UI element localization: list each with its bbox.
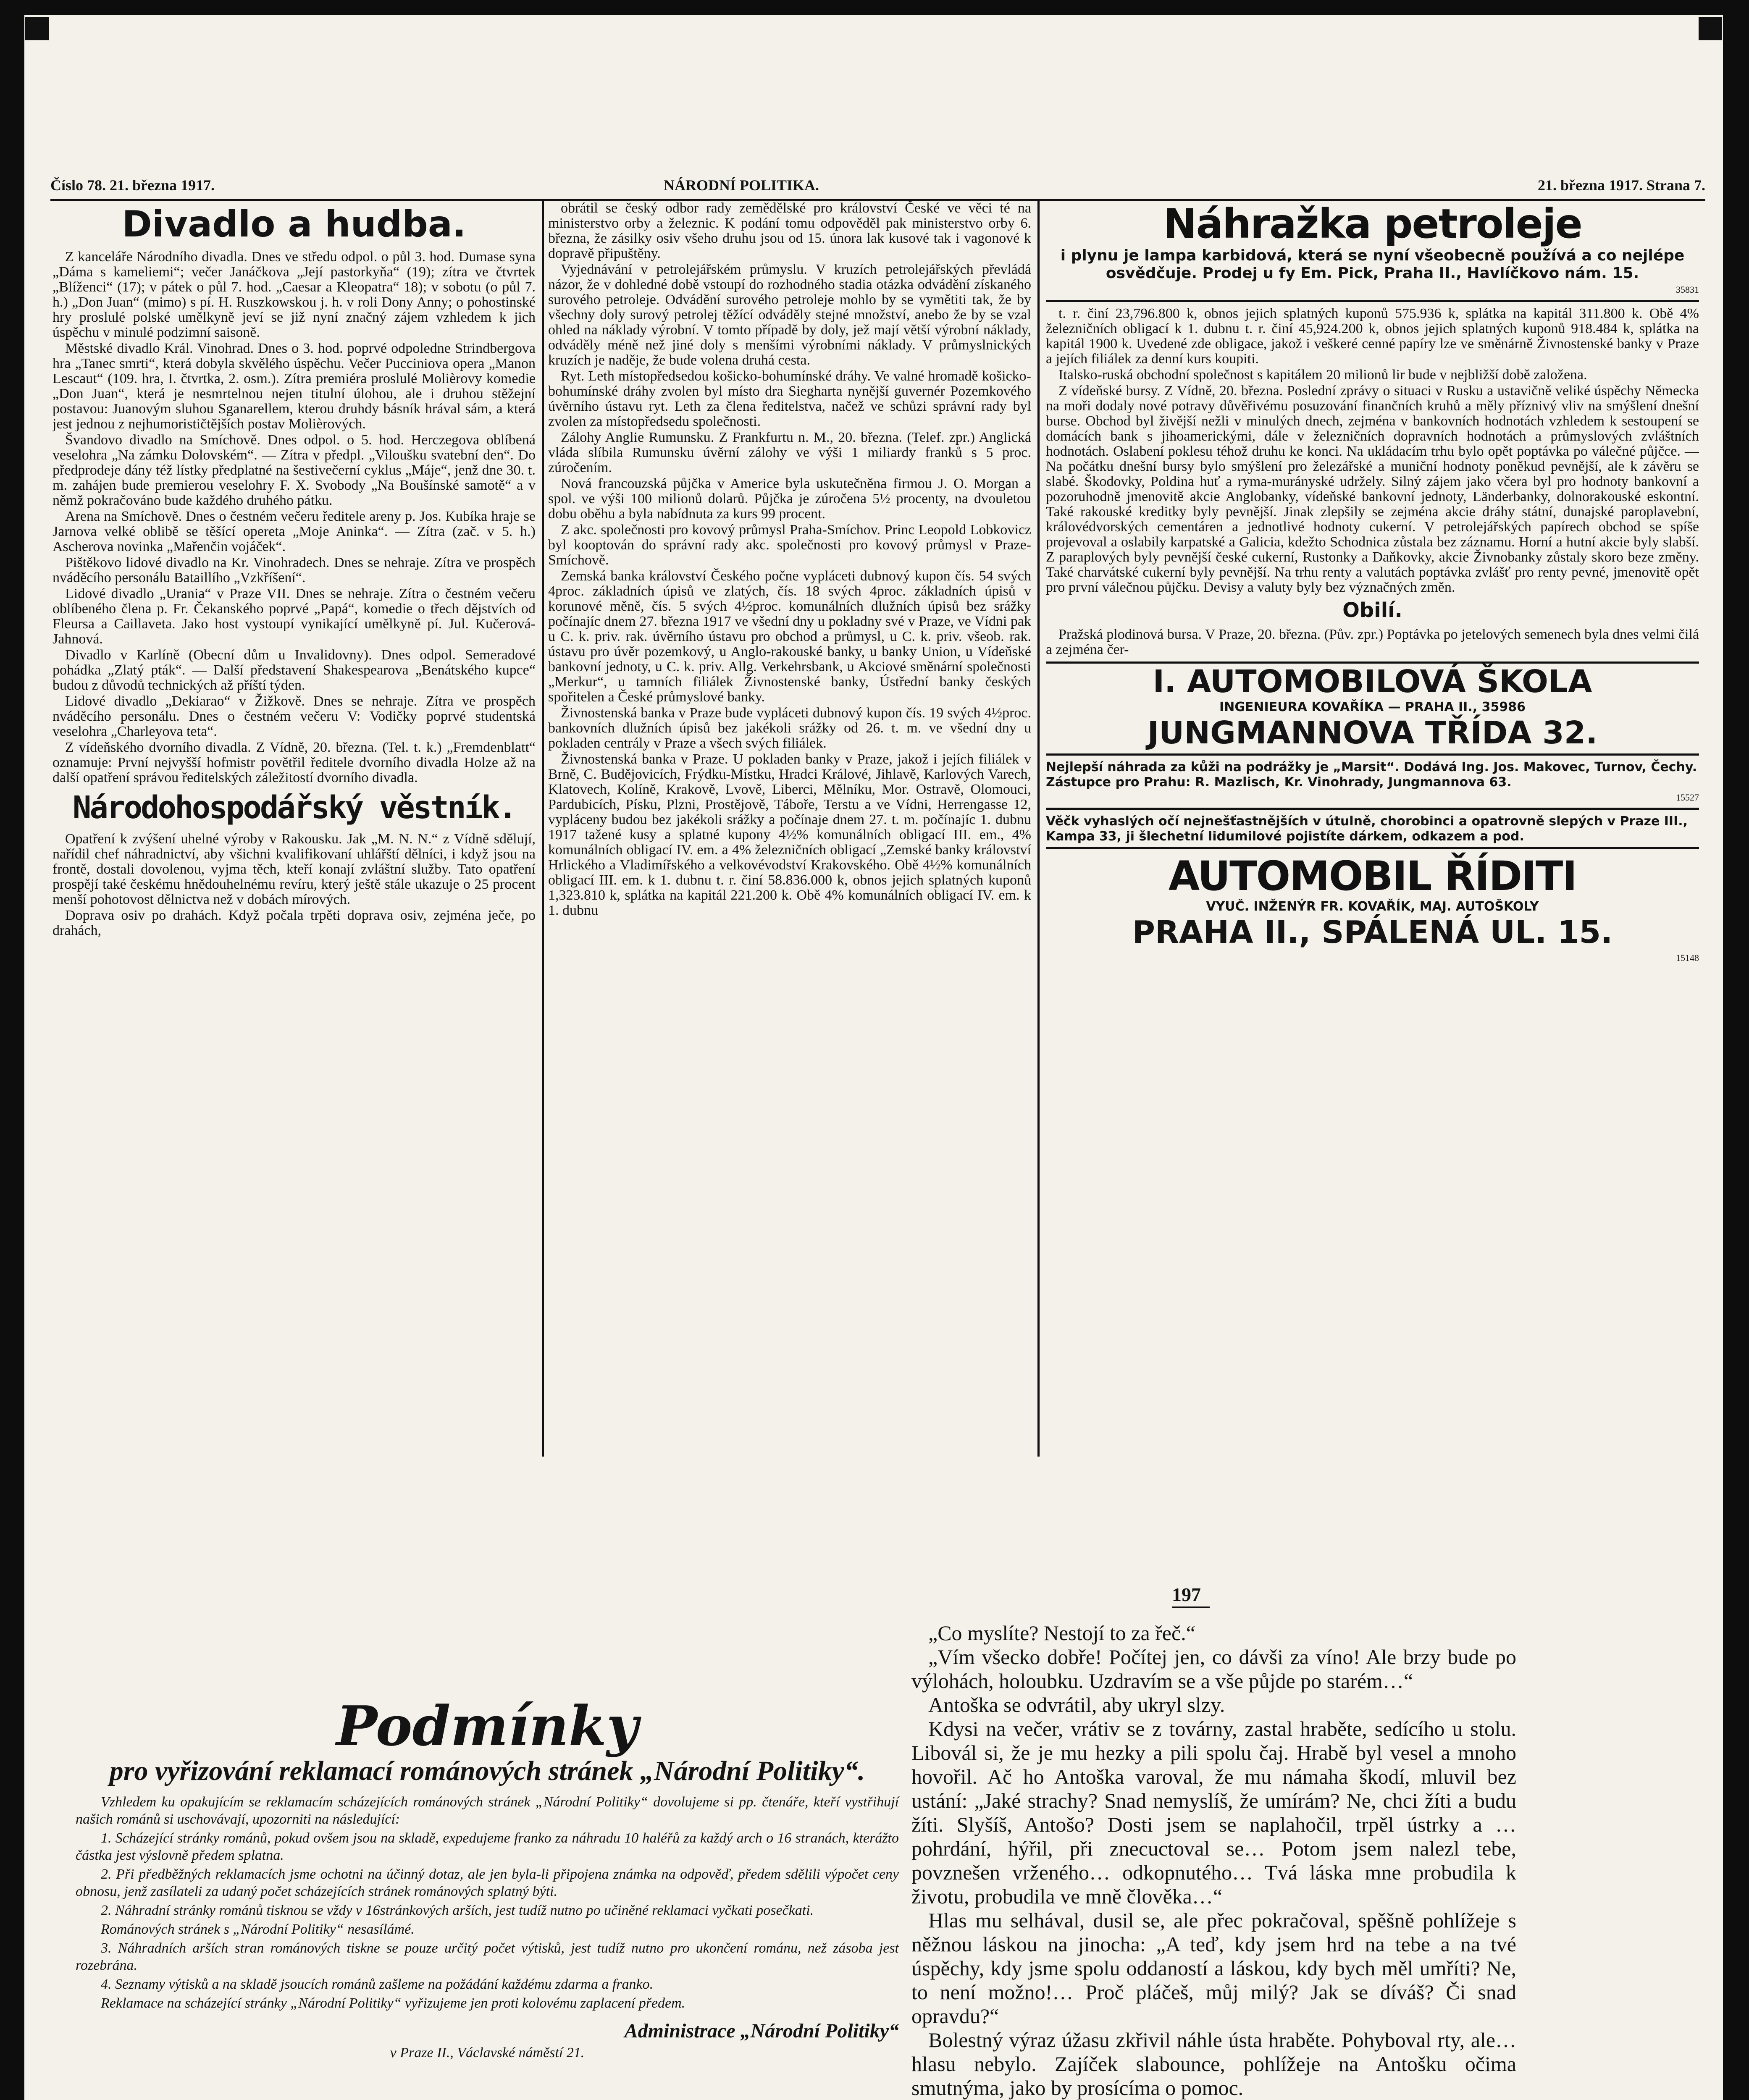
ad-marsit bbox=[1046, 760, 1699, 810]
article-paragraph: Nová francouzská půjčka v Americe byla uskutečněna firmou J. O. Morgan a spol. ve výši 100 milionů dolarů. Půjčka je zúročena 5½ procenty, na dvouletou dobu oběhu a byla nabídnuta za kurs 99 procent. bbox=[548, 476, 1031, 522]
article-paragraph: Živnostenská banka v Praze bude vypláceti dubnový kupon čís. 19 svých 4½proc. bankovních dlužních úpisů bez jakékoli srážky od 26. t. m. ve všední dny u pokladen centrály v Praze a všech svých filiálek. bbox=[548, 705, 1031, 751]
notice-address: v Praze II., Václavské náměstí 21. bbox=[390, 2045, 585, 2061]
article-paragraph: Italsko-ruská obchodní společnost s kapitálem 20 milionů lir bude v nejbližší době založena. bbox=[1058, 367, 1587, 383]
novel-paragraph: Bolestný výraz úžasu zkřivil náhle ústa hraběte. Pohyboval rty, ale… hlasu nebylo. Zajíček slabounce, pohlížeje na Antošku očima smutnýma, jako by prosícíma o pomoc. bbox=[911, 2028, 1516, 2100]
ad-automobile bbox=[1046, 853, 1699, 968]
article-paragraph: Městské divadlo Král. Vinohrad. Dnes o 3. hod. poprvé odpoledne Strindbergova hra „Tanec smrti“, která dobyla skvělého úspěchu. Večer Pucciniova opera „Manon Lescaut“ (109. hra, I. čtvrtka, 2. osm.). Zítra premiéra proslulé Molièrovy komedie „Don Juan“, která je nesmrtelnou nejen titulní úlohou, ale i druhou stěžejní postavou: Juanovým sluhou Sganarellem, kterou druhdy básník hrával sám, a která jest jednou z nejhumorističtějších postav Molièrových. bbox=[53, 341, 536, 432]
column-3 bbox=[1046, 201, 1699, 1457]
ad-blind-home bbox=[1046, 814, 1699, 849]
column-1 bbox=[53, 201, 536, 1457]
notice-paragraph: Reklamace na scházející stránky „Národní Politiky“ vyřizujeme jen proti kolovému zaplacení předem. bbox=[101, 1995, 685, 2011]
notice-paragraph: 2. Při předběžných reklamacích jsme ochotni na účinný dotaz, ale jen byla-li připojena známka na odpověď, předem sdělili výpočet ceny obnosu, jenž zasílateli za udaný počet scházejících stránek románových splatný býti. bbox=[76, 1866, 899, 1899]
notice-paragraph: 3. Náhradních arších stran románových tiskne se pouze určitý počet výtisků, jest tudíž nutno pro ukončení románu, než zásoba jest rozebrána. bbox=[76, 1940, 899, 1973]
ad-address: JUNGMANNOVA TŘÍDA 32. bbox=[1147, 715, 1598, 751]
article-paragraph: Arena na Smíchově. Dnes o čestném večeru ředitele areny p. Jos. Kubíka hraje se Jarnova velké oblibě se těšící opereta „Moje Aninka“. — Zítra (zač. v 5. h.) Ascherova novinka „Mařenčin vojáček“. bbox=[53, 509, 536, 554]
column-2 bbox=[548, 201, 1031, 1457]
notice-signature: Administrace „Národní Politiky“ bbox=[624, 2020, 899, 2042]
scan-edge-top bbox=[0, 0, 1749, 15]
notice-paragraph: 1. Scházející stránky románů, pokud ovšem jsou na skladě, expedujeme franko za náhradu 10 haléřů za každý arch o 16 stranách, kterážto částka jest výslovně předem splatna. bbox=[76, 1830, 899, 1863]
notice-paragraph: 4. Seznamy výtisků a na skladě jsoucích románů zašleme na požádání každému zdarma a franko. bbox=[101, 1977, 654, 1992]
novel-paragraph: „Co myslíte? Nestojí to za řeč.“ bbox=[928, 1621, 1195, 1645]
novel-paragraph: Hlas mu selhával, dusil se, ale přec pokračoval, spěšně pohlížeje s něžnou láskou na jinocha: „A teď, kdy jsem hrd na tebe a na tvé úspěchy, kdy jsme spolu oddaností a láskou, kdy bych měl umříti? Ne, to není možno!… Proč pláčeš, můj milý? Jak se díváš? Či snad opravdu?“ bbox=[911, 1908, 1516, 2028]
notice-subtitle: pro vyřizování reklamací románových stránek „Národní Politiky“. bbox=[109, 1756, 865, 1786]
conditions-notice bbox=[76, 1694, 899, 2061]
page-number-underline bbox=[1172, 1606, 1210, 1608]
ad-text: Věčk vyhaslých očí nejnešťastnějších v útulně, chorobinci a opatrovně slepých v Praze III., Kampa 33, ji šlechetní lidumilové pojistíte dárkem, odkazem a pod. bbox=[1046, 814, 1688, 844]
ad-code: 15527 bbox=[1676, 792, 1699, 803]
article-paragraph: Lidové divadlo „Dekiarao“ v Žižkově. Dnes se nehraje. Zítra ve prospěch nváděcího personálu. Dnes o čestném večeru V: Vodičky poprvé studentská veselohra „Charleyova teta“. bbox=[53, 693, 536, 739]
article-paragraph: Zálohy Anglie Rumunsku. Z Frankfurtu n. M., 20. března. (Telef. zpr.) Anglická vláda slíbila Rumunsku úvěrní zálohy ve výši 1 miliardy franků s 5 proc. zúročením. bbox=[548, 430, 1031, 475]
ad-code: 15148 bbox=[1676, 953, 1699, 963]
novel-paragraph: „Vím všecko dobře! Počítej jen, co dávši za víno! Ale brzy bude po výlohách, holoubku. Uzdravím se a vše půjde po starém…“ bbox=[911, 1645, 1516, 1693]
section-title-theatre: Divadlo a hudba. bbox=[122, 203, 466, 245]
header-date-page: 21. března 1917. Strana 7. bbox=[1538, 177, 1705, 194]
ad-text: i plynu je lampa karbidová, která se nyní všeobecně používá a co nejlépe osvědčuje. Prodej u fy Em. Pick, Praha II., Havlíčkovo nám. 15. bbox=[1060, 247, 1685, 282]
ad-headline: Náhražka petroleje bbox=[1163, 201, 1582, 247]
article-paragraph: t. r. činí 23,796.800 k, obnos jejich splatných kuponů 575.936 k, splátka na kapitál 311.800 k. Obě 4% železničních obligací k 1. dubnu t. r. činí 45,924.200 k, obnos jejich splatných kuponů 918.484 k, splátka na kapitál 1900 k. Uvedené zde obligace, jakož i veškeré cenné papíry lze ve směnárně Živnostenské banky v Praze a jejích filiálek za denní kurs koupiti. bbox=[1046, 306, 1699, 367]
corner-mark-tl bbox=[25, 17, 49, 40]
article-paragraph: Živnostenská banka v Praze. U pokladen banky v Praze, jakož i jejích filiálek v Brně, C. Budějovicích, Frýdku-Místku, Hradci Králové, Jihlavě, Karlových Varech, Klatovech, Kolíně, Krakově, Lvově, Liberci, Mělníku, Mor. Ostravě, Olomouci, Pardubicích, Písku, Plzni, Prostějově, Táboře, Terstu a ve Vídni, Herrengasse 12, vypláceny budou bez jakékoli srážky a počínaje dnem 27. t. m. počínajíc 1. dubnu 1917 tažené kusy a splatné kupony 4½% komunálních obligací III. em., 4% komunálních obligací IV. em. a 4% železničních obligací „Zemské banky království Hrlického a Vladimířského a velkovévodství Krakovského. Obě 4½% komunálních obligací III. em. k 1. dubnu t. r. činí 58.836.000 k, obnos jejich splatných kuponů 1,323.810 k, splátka na kapitál 221.200 k. Obě 4% komunálních obligací IV. em. k 1. dubnu bbox=[548, 751, 1031, 918]
ad-headline: I. AUTOMOBILOVÁ ŠKOLA bbox=[1153, 664, 1592, 700]
article-paragraph: Z kanceláře Národního divadla. Dnes ve středu odpol. o půl 3. hod. Dumase syna „Dáma s kameliemi“; večer Janáčkova „Její pastorkyňa“ (19); zítra ve čtvrtek „Blíženci“ (17); v pátek o půl 7. hod. „Caesar a Kleopatra“ 18); v sobotu (o půl 7. h.) „Don Juan“ (mimo) s pí. H. Ruszkowskou j. h. v roli Dony Anny; o pohostinské hry proslulé polské umělkyně jeví se již nyní značný zájem vzhledem k jich úspěchu v minulé podzimní saisoně. bbox=[53, 249, 536, 340]
article-paragraph: Švandovo divadlo na Smíchově. Dnes odpol. o 5. hod. Herczegova oblíbená veselohra „Na zámku Dolovském“. — Zítra v předpl. „Viloušku svatební den“. Do předprodeje dány též lístky předplatné na šestivečerní cyklus „Máje“, jenž dne 30. t. m. zahájen bude premierou veselohry F. X. Svobody „Na Boušínské samotě“ a v němž pokračováno bude každého druhého pátku. bbox=[53, 432, 536, 508]
ad-code: 35831 bbox=[1676, 284, 1699, 295]
ad-owner: INGENIEURA KOVAŘÍKA — PRAHA II., bbox=[1219, 700, 1478, 714]
ad-text: VYUČ. INŽENÝR FR. KOVAŘÍK, MAJ. AUTOŠKOLY bbox=[1206, 899, 1539, 914]
column-rule bbox=[542, 201, 544, 1457]
article-paragraph: Lidové divadlo „Urania“ v Praze VII. Dnes se nehraje. Zítra o čestném večeru oblíbeného člena p. Fr. Čekanského poprvé „Papá“, komedie o třech dějstvích od Fleursa a Caillaveta. Jako host vystoupí vynikající umělkyně pí. Jul. Kučerová-Jahnová. bbox=[53, 586, 536, 647]
page-number: 197 bbox=[1172, 1584, 1201, 1605]
novel-paragraph: Kdysi na večer, vrátiv se z továrny, zastal hraběte, sedícího u stolu. Libovál si, že je mu hezky a pili spolu čaj. Hrabě byl vesel a mnoho hovořil. Ač ho Antoška varoval, že mu námaha škodí, mluvil bez ustání: „Jaké strachy? Snad nemyslíš, že umírám? Ne, chci žíti a budu žíti. Slyšíš, Antošo? Dosti jsem se naplahočil, trpěl ústrky a … pohrdání, hýřil, při znecuctoval se… Potom jsem nalezl tebe, povznešen vrženého… odkopnutého… Tvá láska mne probudila k životu, probudila ve mně člověka…“ bbox=[911, 1717, 1516, 1908]
section-title-grain: Obilí. bbox=[1342, 598, 1402, 622]
ad-driving-school bbox=[1046, 662, 1699, 756]
article-paragraph: Pištěkovo lidové divadlo na Kr. Vinohradech. Dnes se nehraje. Zítra ve prospěch nváděcího personálu Bataillího „Vzkříšení“. bbox=[53, 555, 536, 585]
article-paragraph: Pražská plodinová bursa. V Praze, 20. března. (Pův. zpr.) Poptávka po jetelových semenech byla dnes velmi čilá a zejména čer- bbox=[1046, 627, 1699, 657]
novel-page bbox=[911, 1621, 1516, 2100]
scan-edge-left bbox=[0, 0, 24, 2100]
notice-body bbox=[76, 1793, 899, 2012]
column-rule bbox=[1037, 201, 1040, 1457]
novel-paragraph: Antoška se odvrátil, aby ukryl slzy. bbox=[928, 1693, 1225, 1717]
article-paragraph: obrátil se český odbor rady zemědělské pro království České ve věci té na ministerstvo orby a železnic. K podání tomu odpověděl pak ministerstvo orby 6. března, že zásilky osiv všeho druhu jsou od 15. února lak kusové tak i vagonové k dopravě připuštěny. bbox=[548, 201, 1031, 261]
header-issue: Číslo 78. 21. března 1917. bbox=[50, 177, 215, 194]
article-paragraph: Vyjednávání v petrolejářském průmyslu. V kruzích petrolejářských převládá názor, že v dohledné době vstoupí do rozhodného stadia otázka odvádění získaného surového petroleje. Odvádění surového petroleje mohlo by se vymětiti tak, že by všechny doly surový petrolej těžící odváděly stejné množství, anebo že by se vzal ohled na náklady výrobní. V tomto případě by doly, jež mají větší výrobní náklady, odváděly méně než jiné doly s menšími výrobními náklady. V průmyslnických kruzích je naděje, že bude volena druhá cesta. bbox=[548, 262, 1031, 368]
article-paragraph: Opatření k zvýšení uhelné výroby v Rakousku. Jak „M. N. N.“ z Vídně sdělují, nařídil chef náhradnictví, aby všichni kvalifikovaní uhlářští dělníci, i když jsou na frontě, dostali dovolenou, vyjma těch, kteří konají zvláštní služby. Tato opatření prospějí také českému hnědouhelnému revíru, který ještě stále ukazuje o 25 procent menší pohotovost dělnictva než v dobách mírových. bbox=[53, 831, 536, 907]
ad-text: Nejlepší náhrada za kůži na podrážky je „Marsit“. Dodává Ing. Jos. Makovec, Turnov, Čechy. Zástupce pro Prahu: R. Mazlisch, Kr. Vinohrady, Jungmannova 63. bbox=[1046, 760, 1697, 790]
ad-code: 35986 bbox=[1481, 700, 1526, 714]
section-title-economy: Národohospodářský věstník. bbox=[72, 790, 516, 826]
ad-address: PRAHA II., SPÁLENÁ UL. 15. bbox=[1132, 914, 1613, 950]
notice-paragraph: 2. Náhradní stránky románů tisknou se vždy v 16stránkových arších, jest tudíž nutno po učiněné reklamaci vyčkati posečkati. bbox=[101, 1903, 814, 1918]
ad-text bbox=[1046, 700, 1699, 715]
article-paragraph: Z akc. společnosti pro kovový průmysl Praha-Smíchov. Princ Leopold Lobkovicz byl kooptován do správní rady akc. společnosti pro kovový průmysl v Praze-Smíchově. bbox=[548, 522, 1031, 568]
notice-paragraph: Románových stránek s „Národní Politiky“ nesasílámé. bbox=[101, 1922, 415, 1937]
article-paragraph: Z vídeňského dvorního divadla. Z Vídně, 20. března. (Tel. t. k.) „Fremdenblatt“ oznamuje: První nejvyšší hofmistr povětřil ředitele dvorního divadla Holze až na další opatření správou ředitelských záležitostí dvorního divadla. bbox=[53, 740, 536, 785]
article-paragraph: Divadlo v Karlíně (Obecní dům u Invalidovny). Dnes odpol. Semeradové pohádka „Zlatý pták“. — Další představení Shakespearova „Benátského kupce“ budou z důvodů technických až příští týden. bbox=[53, 647, 536, 693]
article-paragraph: Doprava osiv po drahách. Když počala trpěti doprava osiv, zejména ječe, po drahách, bbox=[53, 908, 536, 938]
ad-headline: AUTOMOBIL ŘÍDITI bbox=[1168, 853, 1577, 900]
article-paragraph: Zemská banka království Českého počne vypláceti dubnový kupon čís. 54 svých 4proc. základních úpisů ve zlatých, čís. 18 svých 4proc. základních úpisů v korunové měně, čís. 5 svých 4½proc. komunálních dlužních úpisů bez srážky počínajíc dnem 27. března 1917 ve všední dny u pokladny své v Praze, ve Vídni pak u C. k. priv. rak. úvěrního ústavu pro obchod a průmysl, u C. k. priv. všeob. rak. ústavu pro úvěr pozemkový, u Anglo-rakouské banky, u banky Union, u Vídeňské bankovní jednoty, u C. k. priv. Allg. Verkehrsbank, u Akciové směnární společnosti „Merkur“, u tamních filiálek Živnostenské banky, Ústřední banky českých spořitelen a České průmyslové banky. bbox=[548, 568, 1031, 705]
notice-title: Podmínky bbox=[336, 1694, 638, 1758]
article-paragraph: Ryt. Leth místopředsedou košicko-bohumínské dráhy. Ve valné hromadě košicko-bohumínské dráhy zvolen byl místo dra Siegharta nynější guvernér Pozemkového úvěrního ústavu ryt. Leth za člena ředitelstva, načež ve schůzi správní rady byl zvolen za místopředsedu společnosti. bbox=[548, 368, 1031, 429]
ad-carbide-lamp bbox=[1046, 201, 1699, 302]
page-header bbox=[50, 176, 1705, 201]
scan-edge-right bbox=[1723, 0, 1749, 2100]
notice-paragraph: Vzhledem ku opakujícím se reklamacím scházejících románových stránek „Národní Politiky“ dovolujeme si pp. čtenáře, kteří vystřihují našich románů si uschovávají, upozorniti na následující: bbox=[76, 1794, 899, 1827]
article-paragraph: Z vídeňské bursy. Z Vídně, 20. března. Poslední zprávy o situaci v Rusku a ustavičně veliké úspěchy Německa na moři dodaly nové potravy důvěřivému posuzování finančních kruhů a měly příznivý vliv na smýšlení dnešní burse. Obchod byl živější nežli v minulých dnech, zejména v bankovních hodnotách vzhledem k sestoupení se domácích bank s jihoamerickými, dále v železničních dopravních hodnotách a průmyslových zvláštních hodnotách. Oslabení poklesu téhož druhu ke konci. Na ukládacím trhu bylo opět poptávka po válečné půjčce. — Na počátku dnešní bursy bylo smýšlení pro železářské a muniční hodnoty poněkud pevnější, ale k závěru se slabé. Škodovky, Poldina huť a ryma-murányské udržely. Silný zájem jako včera byl pro hodnoty bankovní a pozoruhodně jmenovitě akcie Anglobanky, vídeňské bankovní jednoty, Länderbanky, dolnorakouské eskontní. Také rakouské kreditky byly pevnější. Jinak zlepšily se zejména akcie dráhy státní, dunajské paroplavební, královédvorských cementáren a jednotlivé hodnoty cukerní. V petrolejářských papírech obchod se spíše projevoval a oslabily karpatské a Galicia, kdežto Schodnica zůstala bez záznamu. Horní a hutní akcie byly slabší. Z paraplových byly pevnější české cukerní, Rustonky a Daňkovky, akcie Živnobanky zůstaly skoro beze změny. Také charvátské cukerní byly pevnější. Na trhu renty a valutách poptávka zvlášť pro renty pevné, jmenovitě opět pro první válečnou půjčku. Devisy a valuty byly bez význačných změn. bbox=[1046, 383, 1699, 595]
corner-mark-tr bbox=[1699, 17, 1722, 40]
header-masthead: NÁRODNÍ POLITIKA. bbox=[664, 177, 819, 194]
